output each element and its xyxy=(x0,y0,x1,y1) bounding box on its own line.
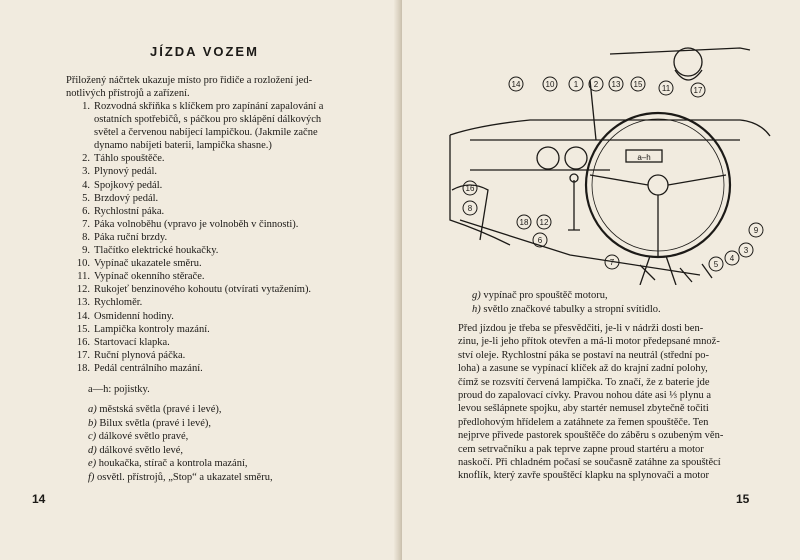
item-number: 6. xyxy=(82,205,90,217)
item-text: Páka ruční brzdy. xyxy=(94,231,168,243)
item-number xyxy=(66,126,94,139)
fuse-list xyxy=(88,403,273,485)
list-item xyxy=(66,165,376,178)
paragraph-line: Před jízdou je třeba se přesvědčiti, je-li v nádrži dosti ben- xyxy=(458,323,704,334)
item-text: Tlačítko elektrické houkačky. xyxy=(94,245,219,257)
fuse-letter: c) xyxy=(88,431,97,443)
list-item xyxy=(66,244,376,257)
diagram-label xyxy=(631,77,645,91)
item-number: 8. xyxy=(82,231,90,243)
fuse-item xyxy=(472,289,661,303)
paragraph-line: zinu, je-li jeho přítok otevřen a má-li motor předepsané množ- xyxy=(458,336,720,348)
item-number: 17. xyxy=(76,349,90,361)
item-number: 10. xyxy=(76,258,90,270)
list-item xyxy=(66,270,376,283)
fuse-heading: a—h: pojistky. xyxy=(88,384,150,395)
item-text: Páka volnoběhu (vpravo je volnoběh v činnosti). xyxy=(94,218,299,230)
fuse-list-continued xyxy=(472,289,661,316)
item-text: světel a červenou nabíjecí lampičkou. (Jakmile začne xyxy=(94,127,318,139)
list-item xyxy=(66,205,376,218)
driving-paragraph xyxy=(458,322,764,483)
fuse-item xyxy=(88,444,273,458)
item-text: Osmidenní hodiny. xyxy=(94,310,174,322)
item-number: 16. xyxy=(76,336,90,348)
paragraph-line: ství oleje. Rychlostní páka se postaví na neutrál (střední po- xyxy=(458,349,709,361)
fuse-text: dálkové světlo levé, xyxy=(99,444,184,456)
list-item xyxy=(66,257,376,270)
item-text: Brzdový pedál. xyxy=(94,192,159,204)
fuse-letter: f) xyxy=(88,471,95,483)
fuse-letter: b) xyxy=(88,417,97,429)
item-number: 7. xyxy=(82,218,90,230)
intro-line: Přiložený náčrtek ukazuje místo pro řidiče a rozložení jed- xyxy=(66,75,313,86)
fuse-text: světlo značkové tabulky a stropní svítidlo. xyxy=(483,303,661,315)
item-number: 1. xyxy=(82,101,90,112)
roof-lamp xyxy=(674,48,702,76)
svg-text:18: 18 xyxy=(519,218,529,227)
page-number-left: 14 xyxy=(32,492,46,506)
intro-text xyxy=(66,74,366,100)
svg-text:17: 17 xyxy=(693,86,703,95)
list-item xyxy=(66,362,376,375)
item-text: Ruční plynová páčka. xyxy=(94,349,186,361)
item-text: dynamo nabíjeti baterii, lampička shasne.) xyxy=(94,140,272,152)
fuse-letter: d) xyxy=(88,444,97,456)
list-item xyxy=(66,113,376,126)
svg-text:16: 16 xyxy=(465,184,475,193)
gear-lever xyxy=(568,180,580,230)
floor-line xyxy=(460,220,700,275)
horn-button xyxy=(648,175,668,195)
diagram-label xyxy=(509,77,523,91)
list-item xyxy=(66,218,376,231)
list-item xyxy=(66,310,376,323)
svg-text:2: 2 xyxy=(593,80,599,89)
item-number: 11. xyxy=(77,271,90,283)
diagram-label-fuses: a–h xyxy=(637,153,651,162)
fuse-text: vypínač pro spouštěč motoru, xyxy=(483,290,608,301)
svg-text:5: 5 xyxy=(713,260,719,269)
paragraph-line: nejprve přivede pastorek spouštěče do záběru s ozubeným věn- xyxy=(458,430,724,442)
svg-text:1: 1 xyxy=(573,80,579,89)
list-item xyxy=(66,296,376,309)
list-item xyxy=(66,126,376,139)
list-item xyxy=(66,179,376,192)
windshield-frame xyxy=(450,120,770,136)
diagram-label xyxy=(709,257,723,271)
svg-text:4: 4 xyxy=(729,254,735,263)
diagram-label xyxy=(691,83,705,97)
diagram-label xyxy=(533,233,547,247)
svg-text:12: 12 xyxy=(539,218,549,227)
item-text: Pedál centrálního mazání. xyxy=(94,362,203,374)
item-number: 14. xyxy=(76,310,90,322)
fuse-text: městská světla (pravé i levé), xyxy=(99,404,222,415)
fuse-text: osvětl. přístrojů, „Stop“ a ukazatel směru, xyxy=(97,471,273,483)
svg-text:7: 7 xyxy=(609,258,615,267)
item-text: Vypínač ukazatele směru. xyxy=(94,258,202,270)
list-item xyxy=(66,283,376,296)
list-item xyxy=(66,231,376,244)
list-item xyxy=(66,152,376,165)
svg-text:10: 10 xyxy=(545,80,555,89)
svg-text:15: 15 xyxy=(633,80,643,89)
list-item xyxy=(66,192,376,205)
item-number: 5. xyxy=(82,192,90,204)
item-text: Rukojeť benzinového kohoutu (otvírati vytažením). xyxy=(94,284,312,296)
intro-line: notlivých přístrojů a zařízení. xyxy=(66,88,190,100)
fuse-letter: a) xyxy=(88,404,97,415)
diagram-label xyxy=(589,77,603,91)
diagram-label xyxy=(463,201,477,215)
svg-text:13: 13 xyxy=(611,80,621,89)
item-text: Lampička kontroly mazání. xyxy=(94,323,210,335)
item-number: 18. xyxy=(76,362,90,374)
diagram-label xyxy=(609,77,623,91)
diagram-label xyxy=(463,181,477,195)
diagram-label xyxy=(725,251,739,265)
fuse-item xyxy=(472,303,661,317)
steering-spokes xyxy=(590,175,726,256)
fuse-item xyxy=(88,403,273,417)
item-number: 12. xyxy=(76,284,90,296)
diagram-label xyxy=(659,81,673,95)
diagram-label xyxy=(543,77,557,91)
fuse-item xyxy=(88,430,273,444)
item-number: 9. xyxy=(82,245,90,257)
list-item xyxy=(66,139,376,152)
item-number xyxy=(66,139,94,152)
diagram-label xyxy=(739,243,753,257)
fuse-item xyxy=(88,471,273,485)
list-item xyxy=(66,323,376,336)
fuse-text: houkačka, stírač a kontrola mazání, xyxy=(98,458,248,470)
item-number: 3. xyxy=(82,166,90,178)
fuse-item xyxy=(88,457,273,471)
speedometer xyxy=(537,147,559,169)
fuse-letter: e) xyxy=(88,458,97,470)
item-text: Plynový pedál. xyxy=(94,166,157,178)
left-panel-edge xyxy=(450,135,510,245)
list-item xyxy=(66,349,376,362)
svg-text:9: 9 xyxy=(753,226,759,235)
instrument-list xyxy=(66,100,376,375)
dashboard-diagram xyxy=(440,40,780,285)
diagram-label xyxy=(569,77,583,91)
list-item xyxy=(66,100,376,113)
paragraph-line: naskočí. Při chladném počasí se současně zatáhne za spouštěcí xyxy=(458,457,721,469)
item-number: 2. xyxy=(82,153,90,165)
paragraph-line: loha) a zasune se vypínací klíček až do krajní zadní polohy, xyxy=(458,363,708,375)
svg-text:6: 6 xyxy=(537,236,543,245)
item-text: Startovací klapka. xyxy=(94,336,170,348)
item-text: Rychloměr. xyxy=(94,297,143,309)
left-page xyxy=(0,0,398,560)
pedals xyxy=(640,264,712,282)
fuse-text: Bilux světla (pravé i levé), xyxy=(99,417,212,429)
paragraph-line: předlohovým hřídelem a zatáhnete za řemen spouštěče. Ten xyxy=(458,416,709,428)
list-item xyxy=(66,336,376,349)
svg-text:3: 3 xyxy=(743,246,749,255)
item-text: Vypínač okenního stěrače. xyxy=(94,271,205,283)
page-title: JÍZDA VOZEM xyxy=(150,44,259,59)
diagram-label xyxy=(749,223,763,237)
paragraph-line: knoflík, který zavře spouštěcí klapku na splynovači a motor xyxy=(458,470,710,482)
item-text: Spojkový pedál. xyxy=(94,179,163,191)
svg-text:8: 8 xyxy=(467,204,473,213)
paragraph-line: levou sešlápnete spojku, aby startér nemusel zbytečně točiti xyxy=(458,403,709,415)
fuse-item xyxy=(88,417,273,431)
fuse-letter: h) xyxy=(472,303,481,315)
svg-text:11: 11 xyxy=(661,84,671,93)
item-text: ostatních spotřebičů, s páčkou pro sklápění dálkových xyxy=(94,114,322,126)
item-number: 13. xyxy=(76,297,90,309)
item-number: 4. xyxy=(82,179,90,191)
paragraph-line: cem setrvačníku a pak teprve zapne proud startéru a motor xyxy=(458,443,704,455)
clock xyxy=(565,147,587,169)
item-text: Rozvodná skříňka s klíčkem pro zapínání zapalování a xyxy=(94,101,324,112)
svg-text:14: 14 xyxy=(511,80,521,89)
paragraph-line: proud do zapalovací cívky. Pravou nohou dáte asi ⅓ plynu a xyxy=(458,390,712,402)
item-text: Táhlo spouštěče. xyxy=(94,153,165,165)
item-number xyxy=(66,113,94,126)
fuse-text: dálkové světlo pravé, xyxy=(98,431,189,443)
paragraph-line: čímž se rozsvítí červená lampička. To značí, že z baterie jde xyxy=(458,376,710,388)
item-number: 15. xyxy=(76,323,90,335)
diagram-label xyxy=(537,215,551,229)
page-number-right: 15 xyxy=(736,492,750,506)
item-text: Rychlostní páka. xyxy=(94,205,165,217)
fuse-letter: g) xyxy=(472,290,481,301)
diagram-label xyxy=(517,215,531,229)
